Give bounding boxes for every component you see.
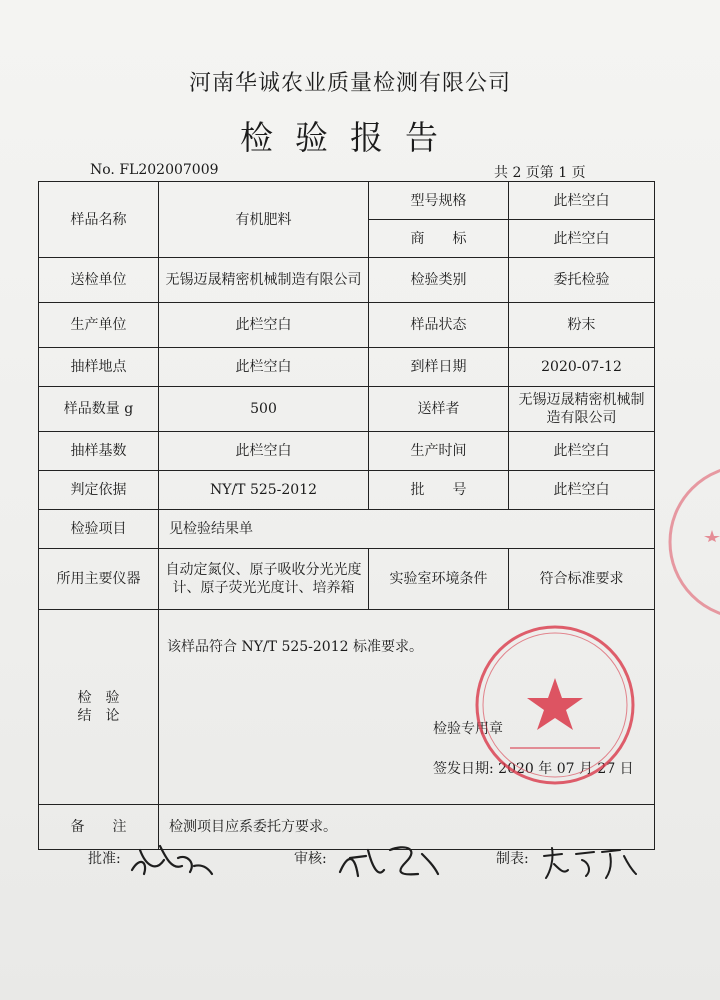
- table-row: [39, 258, 655, 303]
- table-row: [39, 471, 655, 510]
- label-batch-number: 批 号: [369, 471, 509, 510]
- label-submitter: 送样者: [369, 387, 509, 432]
- table-row: [39, 387, 655, 432]
- table-row: [39, 549, 655, 610]
- preparer-label: 制表:: [496, 851, 529, 867]
- label-sample-quantity: 样品数量 g: [39, 387, 159, 432]
- label-submitting-unit: 送检单位: [39, 258, 159, 303]
- value-judgment-basis: NY/T 525-2012: [159, 471, 369, 510]
- approver-signature: [126, 836, 216, 886]
- label-trademark: 商 标: [369, 220, 509, 258]
- reviewer-signature: [332, 836, 442, 886]
- label-production-time: 生产时间: [369, 432, 509, 471]
- table-row: [39, 348, 655, 387]
- reviewer-label: 审核:: [294, 851, 327, 867]
- label-conclusion-line2: 结 论: [77, 708, 120, 724]
- approver-label: 批准:: [88, 851, 121, 867]
- value-submitting-unit: 无锡迈晟精密机械制造有限公司: [159, 258, 369, 303]
- table-row: [39, 510, 655, 549]
- value-sample-quantity: 500: [159, 387, 369, 432]
- report-title: 检验报告: [240, 118, 460, 157]
- value-model-spec: 此栏空白: [509, 182, 655, 220]
- label-sample-state: 样品状态: [369, 303, 509, 348]
- value-sampling-base: 此栏空白: [159, 432, 369, 471]
- table-row: [39, 432, 655, 471]
- value-submitter: 无锡迈晟精密机械制造有限公司: [509, 387, 655, 432]
- value-inspection-type: 委托检验: [509, 258, 655, 303]
- table-row: [39, 182, 655, 220]
- issue-date: 签发日期: 2020 年 07 月 27 日: [433, 761, 634, 777]
- conclusion-text: 该样品符合 NY/T 525-2012 标准要求。: [167, 639, 423, 655]
- label-sample-name: 样品名称: [39, 182, 159, 258]
- value-trademark: 此栏空白: [509, 220, 655, 258]
- label-conclusion: [39, 610, 159, 805]
- label-inspection-type: 检验类别: [369, 258, 509, 303]
- label-arrival-date: 到样日期: [369, 348, 509, 387]
- value-sampling-site: 此栏空白: [159, 348, 369, 387]
- label-sampling-base: 抽样基数: [39, 432, 159, 471]
- value-inspection-items: 见检验结果单: [159, 510, 655, 549]
- label-lab-conditions: 实验室环境条件: [369, 549, 509, 610]
- label-instruments: 所用主要仪器: [39, 549, 159, 610]
- value-lab-conditions: 符合标准要求: [509, 549, 655, 610]
- value-remarks: 检测项目应系委托方要求。: [159, 805, 655, 850]
- value-instruments: 自动定氮仪、原子吸收分光光度计、原子荧光光度计、培养箱: [159, 549, 369, 610]
- label-inspection-items: 检验项目: [39, 510, 159, 549]
- value-sample-name: 有机肥料: [159, 182, 369, 258]
- seal-label: 检验专用章: [433, 721, 503, 737]
- label-sampling-site: 抽样地点: [39, 348, 159, 387]
- value-production-time: 此栏空白: [509, 432, 655, 471]
- company-name: 河南华诚农业质量检测有限公司: [188, 71, 511, 96]
- value-batch-number: 此栏空白: [509, 471, 655, 510]
- preparer-signature: [540, 840, 640, 884]
- label-judgment-basis: 判定依据: [39, 471, 159, 510]
- page-count: 共 2 页第 1 页: [494, 165, 586, 181]
- inspection-seal-stamp: [470, 620, 640, 790]
- label-remarks: 备 注: [39, 805, 159, 850]
- label-model-spec: 型号规格: [369, 182, 509, 220]
- value-arrival-date: 2020-07-12: [509, 348, 655, 387]
- value-sample-state: 粉末: [509, 303, 655, 348]
- label-conclusion-line1: 检 验: [77, 690, 120, 706]
- value-manufacturer: 此栏空白: [159, 303, 369, 348]
- report-number: No. FL202007009: [90, 162, 219, 178]
- partial-seal-stamp: [666, 462, 720, 622]
- table-row: [39, 303, 655, 348]
- label-manufacturer: 生产单位: [39, 303, 159, 348]
